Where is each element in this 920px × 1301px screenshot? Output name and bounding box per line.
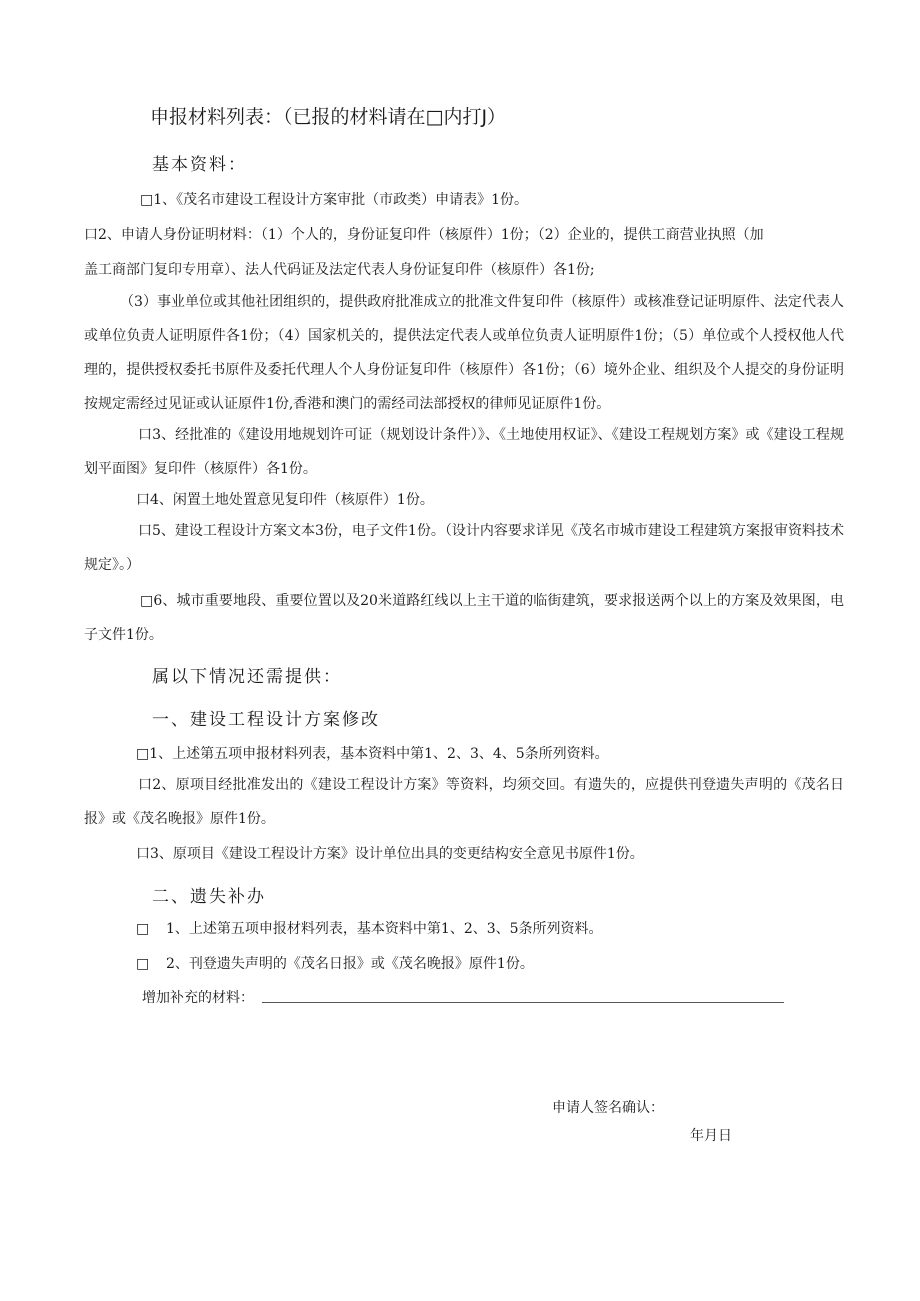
section-2-item-2-text: 2、刊登遗失声明的《茂名日报》或《茂名晚报》原件1份。 (166, 956, 534, 972)
basic-item-6: □6、城市重要地段、重要位置以及20米道路红线以上主干道的临街建筑，要求报送两个以上的方案及效果图，电子文件1份。 (84, 593, 844, 643)
checkbox-icon[interactable]: □ (136, 956, 150, 972)
supplement-blank-line[interactable] (262, 1002, 784, 1003)
section-1-item-2: 口2、原项目经批准发出的《建设工程设计方案》等资料，均须交回。有遗失的，应提供刊登遗失声明的《茂名日报》或《茂名晚报》原件1份。 (84, 777, 844, 827)
section-2-item-1-text: 1、上述第五项申报材料列表，基本资料中第1、2、3、5条所列资料。 (166, 921, 603, 937)
extra-heading: 属以下情况还需提供： (152, 667, 342, 687)
date-label: 年月日 (690, 1128, 732, 1144)
section-2-heading: 二、遗失补办 (152, 887, 266, 907)
basic-heading: 基本资料： (152, 155, 247, 175)
section-1-item-3: 口3、原项目《建设工程设计方案》设计单位出具的变更结构安全意见书原件1份。 (136, 846, 644, 862)
section-2-item-1 (136, 919, 603, 939)
basic-item-2-continuation: （3）事业单位或其他社团组织的，提供政府批准成立的批准文件复印件（核原件）或核准登记证明原件、法定代表人或单位负责人证明原件各1份；（4）国家机关的，提供法定代表人或单位负责人证明原件1份；（5）单位或个人授权他人代理的，提供授权委托书原件及委托代理人个人身份证复印件（核原件）各1份；（6）境外企业、组织及个人提交的身份证明按规定需经过见证或认证原件1份,香港和澳门的需经司法部授权的律师见证原件1份。 (84, 294, 844, 412)
section-1-heading: 一、建设工程设计方案修改 (152, 710, 380, 730)
basic-item-2-line-1: 口2、申请人身份证明材料：（1）个人的，身份证复印件（核原件）1份；（2）企业的，提供工商营业执照（加 (84, 227, 764, 243)
checkbox-icon[interactable]: □ (136, 921, 150, 937)
page-title: 申报材料列表：（已报的材料请在□内打J） (150, 106, 507, 128)
signature-label: 申请人签名确认： (552, 1100, 664, 1116)
basic-item-3: 口3、经批准的《建设用地规划许可证（规划设计条件）》、《土地使用权证》、《建设工程规划方案》或《建设工程规划平面图》复印件（核原件）各1份。 (84, 427, 844, 477)
supplement-label: 增加补充的材料： (142, 990, 254, 1006)
section-1-item-1: □1、上述第五项申报材料列表，基本资料中第1、2、3、4、5条所列资料。 (136, 746, 609, 762)
basic-item-5: 口5、建设工程设计方案文本3份，电子文件1份。（设计内容要求详见《茂名市城市建设工程建筑方案报审资料技术规定》。） (84, 523, 844, 573)
basic-item-2-line-2: 盖工商部门复印专用章）、法人代码证及法定代表人身份证复印件（核原件）各1份; (84, 262, 595, 278)
basic-item-1: □1、《茂名市建设工程设计方案审批（市政类）申请表》1份。 (140, 192, 529, 208)
basic-item-4: 口4、闲置土地处置意见复印件（核原件）1份。 (136, 492, 434, 508)
section-2-item-2 (136, 954, 534, 974)
